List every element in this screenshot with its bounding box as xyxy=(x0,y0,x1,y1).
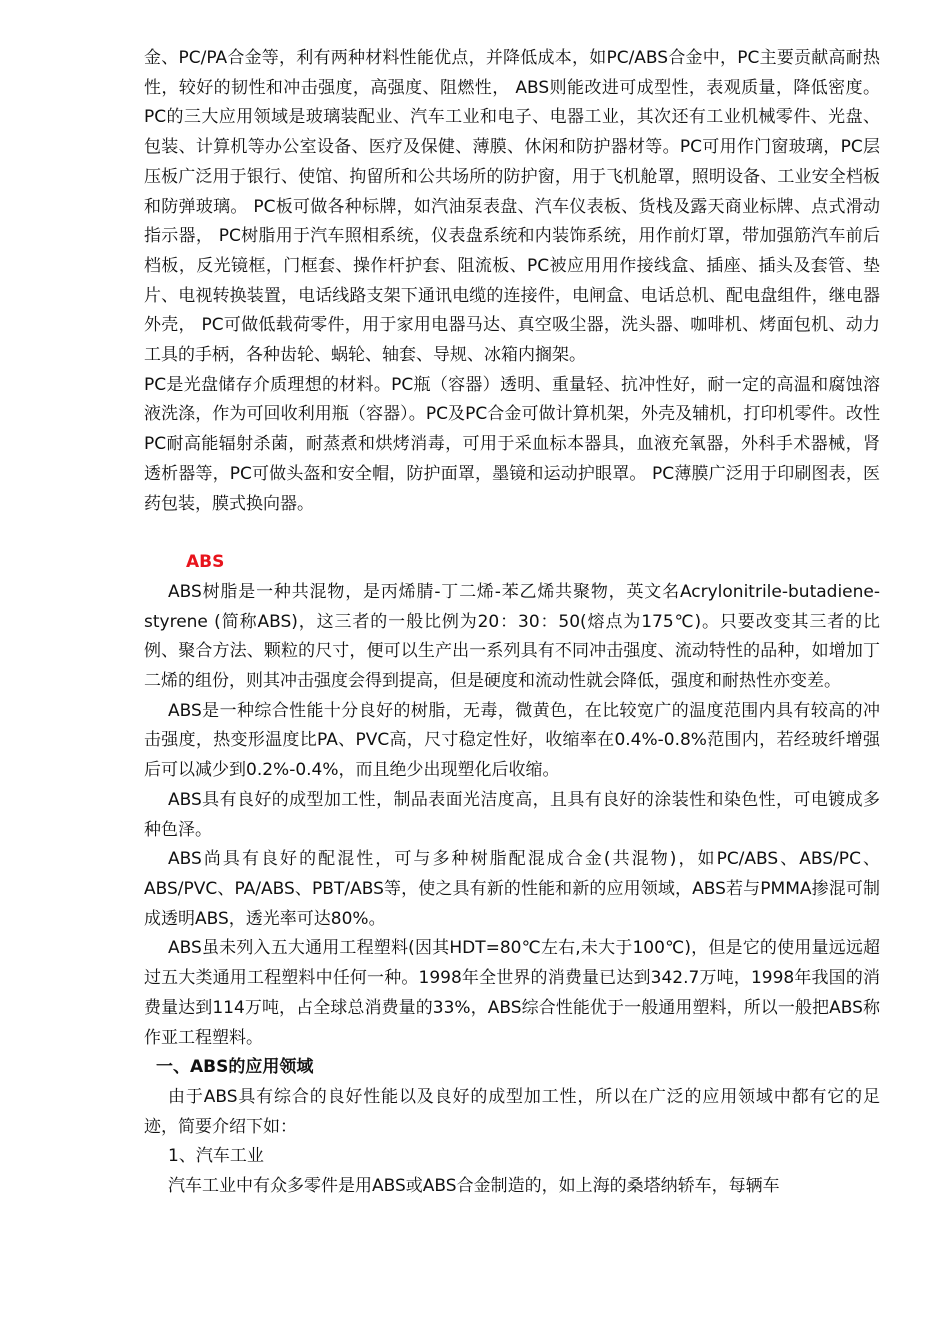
automotive-paragraph: 汽车工业中有众多零件是用ABS或ABS合金制造的，如上海的桑塔纳轿车，每辆车 xyxy=(168,1176,780,1197)
abs-paragraph-properties: ABS是一种综合性能十分良好的树脂，无毒，微黄色，在比较宽广的温度范围内具有较高的冲击强度，热变形温度比PA、PVC高，尺寸稳定性好，收缩率在0.4%-0.8%范围内，若经玻纤增强后可以减少到0.2%-0.4%，而且绝少出现塑化后收缩。 xyxy=(144,700,880,781)
application-intro-paragraph: 由于ABS具有综合的良好性能以及良好的成型加工性，所以在广泛的应用领域中都有它的足迹，简要介绍下如： xyxy=(144,1086,880,1137)
spacer xyxy=(144,519,880,548)
intro-paragraph-pc-uses: PC是光盘储存介质理想的材料。PC瓶（容器）透明、重量轻、抗冲性好，耐一定的高温和腐蚀溶液洗涤，作为可回收利用瓶（容器）。PC及PC合金可做计算机架，外壳及辅机，打印机零件。改性PC耐高能辐射杀菌，耐蒸煮和烘烤消毒，可用于采血标本器具，血液充氧器，外科手术器械，肾透析器等，PC可做头盔和安全帽，防护面罩，墨镜和运动护眼罩。 PC薄膜广泛用于印刷图表，医药包装，膜式换向器。 xyxy=(144,374,880,514)
abs-paragraph-composition: ABS树脂是一种共混物，是丙烯腈-丁二烯-苯乙烯共聚物，英文名Acrylonitrile-butadiene-styrene (简称ABS)，这三者的一般比例为20：30：50(熔点为175℃)。只要改变其三者的比例、聚合方法、颗粒的尺寸，便可以生产出一系列具有不同冲击强度、流动特性的品种，如增加丁二烯的组份，则其冲击强度会得到提高，但是硬度和流动性就会降低，强度和耐热性亦变差。 xyxy=(144,581,880,692)
intro-paragraph-pc-applications: 金、PC/PA合金等，利有两种材料性能优点，并降低成本，如PC/ABS合金中，PC主要贡献高耐热性，较好的韧性和冲击强度，高强度、阻燃性， ABS则能改进可成型性，表观质量，降低密度。PC的三大应用领域是玻璃装配业、汽车工业和电子、电器工业，其次还有工业机械零件、光盘、包装、计算机等办公室设备、医疗及保健、薄膜、休闲和防护器材等。PC可用作门窗玻璃，PC层压板广泛用于银行、使馆、拘留所和公共场所的防护窗，用于飞机舱罩，照明设备、工业安全档板和防弹玻璃。 PC板可做各种标牌，如汽油泵表盘、汽车仪表板、货栈及露天商业标牌、点式滑动指示器， PC树脂用于汽车照相系统，仪表盘系统和内装饰系统，用作前灯罩，带加强筋汽车前后档板，反光镜框，门框套、操作杆护套、阻流板、PC被应用用作接线盒、插座、插头及套管、垫片、电视转换装置，电话线路支架下通讯电缆的连接件，电闸盒、电话总机、配电盘组件，继电器外壳， PC可做低载荷零件，用于家用电器马达、真空吸尘器，洗头器、咖啡机、烤面包机、动力工具的手柄，各种齿轮、蜗轮、轴套、导规、冰箱内搁架。 xyxy=(144,48,880,366)
abs-paragraph-blending: ABS尚具有良好的配混性，可与多种树脂配混成合金(共混物)，如PC/ABS、ABS/PC、ABS/PVC、PA/ABS、PBT/ABS等，使之具有新的性能和新的应用领域，ABS若与PMMA掺混可制成透明ABS，透光率可达80%。 xyxy=(144,849,880,929)
heading-abs-applications: 一、ABS的应用领域 xyxy=(156,1057,314,1078)
subheading-automotive: 1、汽车工业 xyxy=(168,1146,264,1167)
abs-paragraph-processing: ABS具有良好的成型加工性，制品表面光洁度高，且具有良好的涂装性和染色性，可电镀成多种色泽。 xyxy=(144,789,880,840)
abs-paragraph-consumption: ABS虽未列入五大通用工程塑料(因其HDT=80℃左右,未大于100℃)，但是它的使用量远远超过五大类通用工程塑料中任何一种。1998年全世界的消费量已达到342.7万吨，1998年我国的消费量达到114万吨，占全球总消费量的33%，ABS综合性能优于一般通用塑料，所以一般把ABS称作亚工程塑料。 xyxy=(144,938,880,1048)
document-page xyxy=(144,44,880,1202)
section-title-abs: ABS xyxy=(186,552,225,573)
